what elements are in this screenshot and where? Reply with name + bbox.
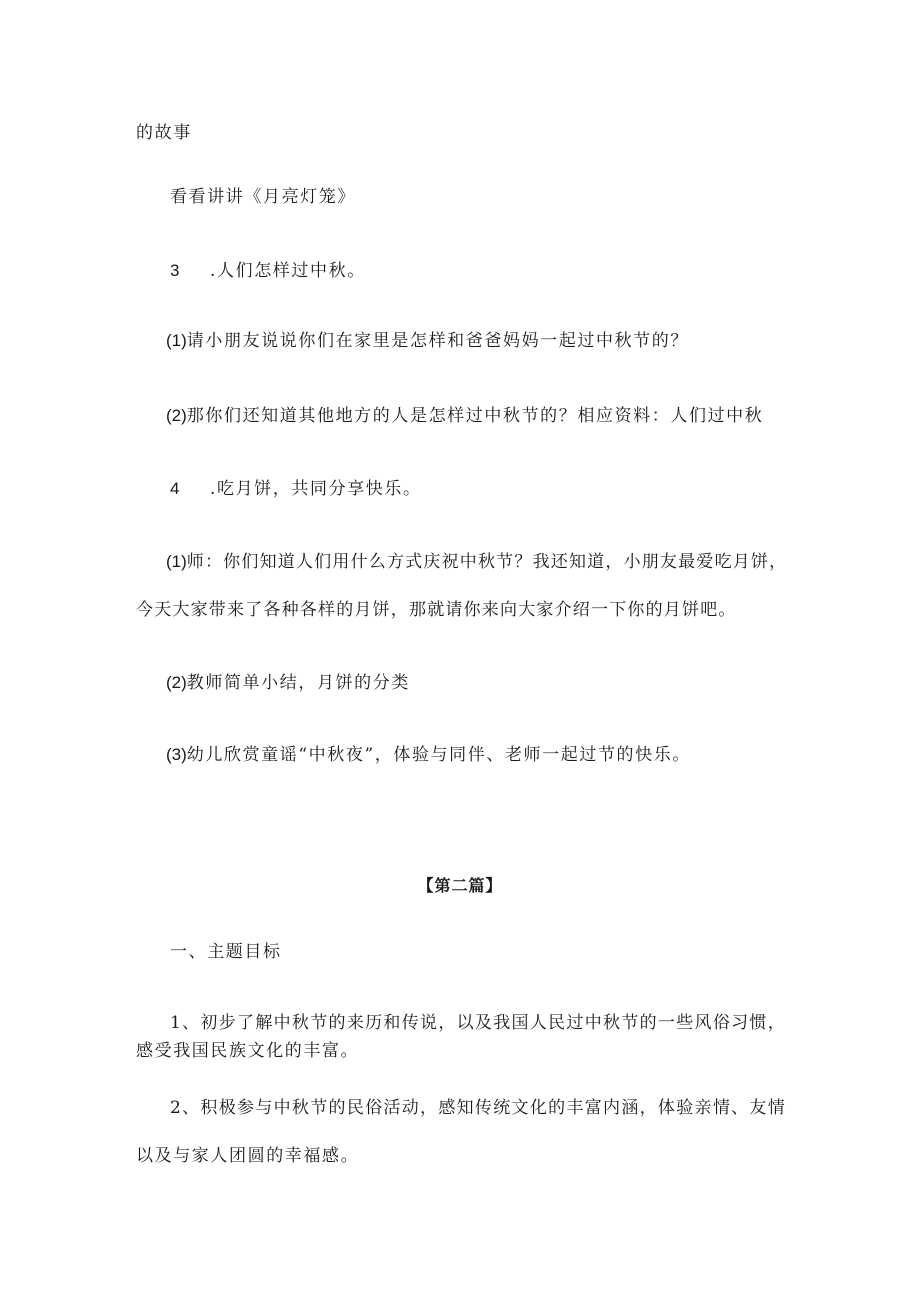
goal-item-2: 2、积极参与中秋节的民俗活动，感知传统文化的丰富内涵，体验亲情、友情 [170, 1098, 787, 1118]
sub-item-text: 那你们还知道其他地方的人是怎样过中秋节的？相应资料：人们过中秋 [186, 406, 764, 426]
sub-item-number: (1) [166, 331, 187, 350]
sub-item-2 [166, 405, 763, 427]
list-item-4 [170, 478, 422, 500]
text-line-goal-title: 一、主题目标 [170, 942, 282, 962]
sub-item-text: 师：你们知道人们用什么方式庆祝中秋节？我还知道，小朋友最爱吃月饼， [186, 552, 788, 572]
section-heading: 【第二篇】 [417, 876, 503, 895]
sub-item-text: 请小朋友说说你们在家里是怎样和爸爸妈妈一起过中秋节的？ [186, 331, 689, 351]
sub-item-number: (2) [166, 673, 187, 692]
sub-item-1-mooncake [166, 551, 787, 573]
text-line-continuation: 今天大家带来了各种各样的月饼，那就请你来向大家介绍一下你的月饼吧。 [136, 600, 737, 620]
list-text: .吃月饼，共同分享快乐。 [210, 479, 422, 499]
goal-item-2-continued: 以及与家人团圆的幸福感。 [136, 1146, 360, 1166]
text-line-story-end: 的故事 [136, 123, 192, 143]
sub-item-2-summary [166, 672, 410, 694]
text-line-moon-lantern: 看看讲讲《月亮灯笼》 [170, 187, 356, 207]
goal-item-1: 1、初步了解中秋节的来历和传说，以及我国人民过中秋节的一些风俗习惯， [170, 1013, 787, 1033]
sub-item-number: (1) [166, 552, 187, 571]
sub-item-3-song [166, 744, 691, 766]
sub-item-1 [166, 330, 689, 352]
list-number: 4 [170, 479, 180, 498]
sub-item-number: (3) [166, 745, 187, 764]
sub-item-text: 幼儿欣赏童谣“中秋夜”，体验与同伴、老师一起过节的快乐。 [186, 745, 691, 765]
list-text: .人们怎样过中秋。 [210, 261, 366, 281]
sub-item-number: (2) [166, 406, 187, 425]
sub-item-text: 教师简单小结，月饼的分类 [186, 673, 410, 693]
list-item-3 [170, 260, 366, 282]
list-number: 3 [170, 261, 180, 280]
goal-item-1-continued: 感受我国民族文化的丰富。 [136, 1041, 360, 1061]
